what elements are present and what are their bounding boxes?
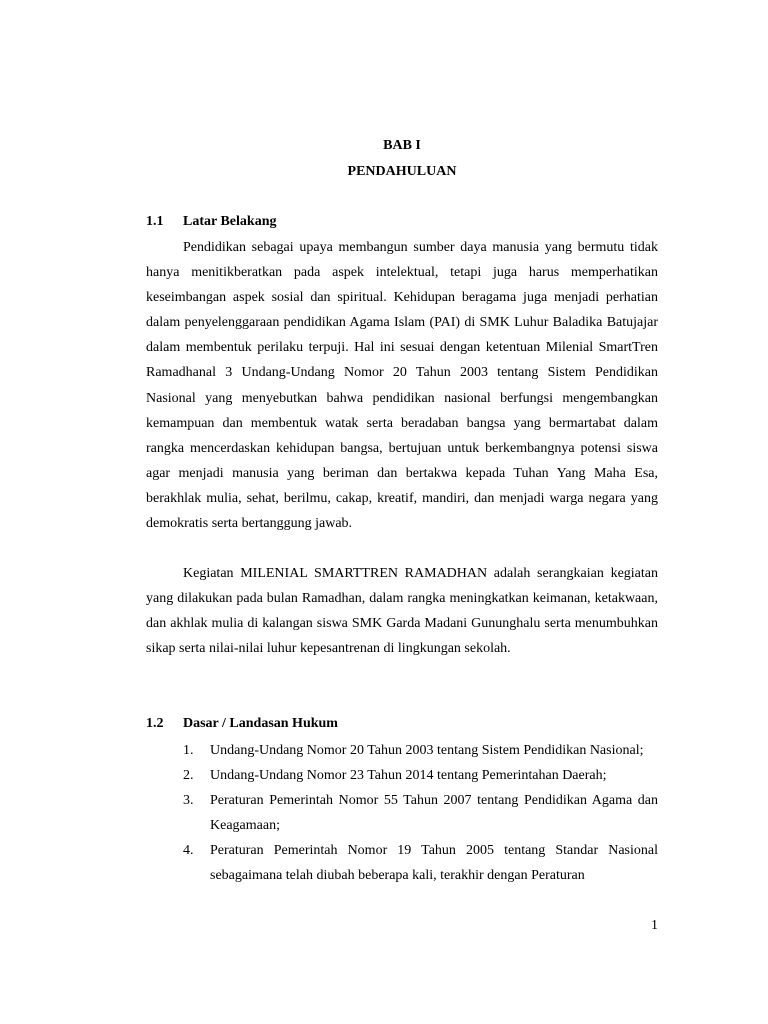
list-item [183, 738, 658, 763]
list-item-text: Undang-Undang Nomor 20 Tahun 2003 tentang Sistem Pendidikan Nasional; [210, 743, 644, 758]
list-item-number: 4. [183, 843, 194, 859]
section-number: 1.2 [146, 716, 164, 731]
list-item-number: 2. [183, 768, 194, 784]
list-item-number: 3. [183, 793, 194, 809]
section-title: Dasar / Landasan Hukum [183, 716, 338, 731]
chapter-label: BAB I [383, 138, 421, 153]
section-heading-dasar-hukum [146, 715, 338, 733]
legal-basis-list [183, 738, 658, 889]
list-item [183, 788, 658, 838]
list-item [183, 763, 658, 788]
paragraph: Kegiatan MILENIAL SMARTTREN RAMADHAN adalah serangkaian kegiatan yang dilakukan pada bulan Ramadhan, dalam rangka meningkatkan keimanan, ketakwaan, dan akhlak mulia di kalangan siswa SMK Garda Madani Gununghalu serta menumbuhkan sikap serta nilai-nilai luhur kepesantrenan di lingkungan sekolah. [146, 566, 658, 657]
page-number: 1 [651, 918, 658, 933]
list-item-text: Peraturan Pemerintah Nomor 55 Tahun 2007 tentang Pendidikan Agama dan Keagamaan; [210, 793, 658, 834]
list-item-text: Peraturan Pemerintah Nomor 19 Tahun 2005 tentang Standar Nasional sebagaimana telah diubah beberapa kali, terakhir dengan Peraturan [210, 843, 658, 884]
list-item [183, 838, 658, 888]
list-item-number: 1. [183, 743, 194, 758]
section-heading-latar-belakang [146, 213, 276, 231]
list-item-text: Undang-Undang Nomor 23 Tahun 2014 tentang Pemerintahan Daerah; [210, 768, 607, 784]
section-number: 1.1 [146, 214, 164, 229]
paragraph: Pendidikan sebagai upaya membangun sumber daya manusia yang bermutu tidak hanya menitikberatkan pada aspek intelektual, tetapi juga harus memperhatikan keseimbangan aspek sosial dan spiritual. Kehidupan beragama juga menjadi perhatian dalam penyelenggaraan pendidikan Agama Islam (PAI) di SMK Luhur Baladika Batujajar dalam membentuk perilaku terpuji. Hal ini sesuai dengan ketentuan Milenial SmartTren Ramadhanal 3 Undang-Undang Nomor 20 Tahun 2003 tentang Sistem Pendidikan Nasional yang menyebutkan bahwa pendidikan nasional berfungsi mengembangkan kemampuan dan membentuk watak serta beradaban bangsa yang bermartabat dalam rangka mencerdaskan kehidupan bangsa, bertujuan untuk berkembangnya potensi siswa agar menjadi manusia yang beriman dan bertakwa kepada Tuhan Yang Maha Esa, berakhlak mulia, sehat, berilmu, cakap, kreatif, mandiri, dan menjadi warga negara yang demokratis serta bertanggung jawab. [146, 240, 658, 532]
section-title: Latar Belakang [183, 214, 277, 229]
chapter-title: PENDAHULUAN [347, 164, 457, 179]
